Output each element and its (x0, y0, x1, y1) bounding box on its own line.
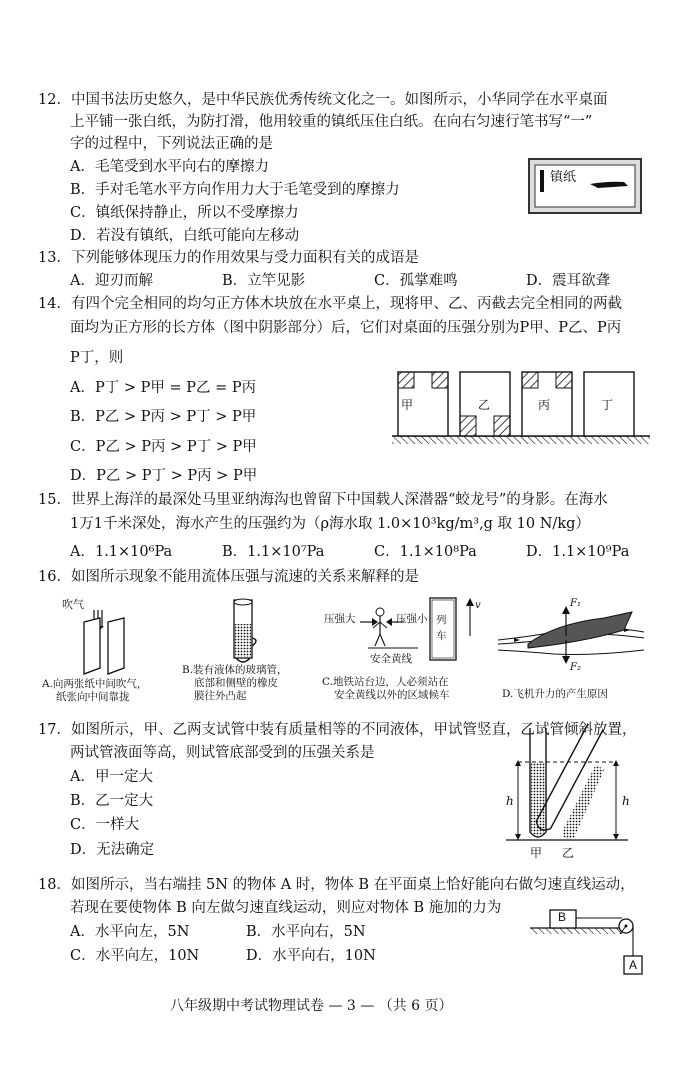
q15-option-a: A．1.1×10⁶Pa (70, 544, 173, 560)
q16-stem: 16．如图所示现象不能用流体压强与流速的关系来解释的是 (38, 569, 419, 585)
q16-c-train-1: 列 (436, 614, 447, 626)
q13-option-b: B．立竿见影 (222, 273, 306, 289)
q14-stem-line2: 面均为正方形的长方体（图中阴影部分）后，它们对桌面的压强分别为P甲、P乙、P丙 (70, 320, 622, 336)
q18-stem-line2: 若现在要使物体 B 向左做匀速直线运动，则应对物体 B 施加的力为 (70, 900, 502, 916)
q18-block-a: A (629, 958, 638, 972)
q16-a-caption-line1: A.向两张纸中间吹气， (42, 678, 148, 690)
q12-zhenzhi-figure (528, 158, 642, 214)
q17-label-yi: 乙 (562, 846, 575, 860)
q15-option-c: C．1.1×10⁸Pa (374, 544, 477, 560)
q17-option-c: C．一样大 (70, 817, 140, 833)
q17-stem-line1: 17．如图所示，甲、乙两支试管中装有质量相等的不同液体，甲试管竖直，乙试管倾斜放置， (38, 722, 637, 738)
q12-stem-line1: 12．中国书法历史悠久，是中华民族优秀传统文化之一。如图所示，小华同学在水平桌面 (38, 92, 608, 108)
q16-a-caption (42, 678, 172, 704)
q18-block-b: B (558, 910, 567, 924)
q17-stem-line2: 两试管液面等高，则试管底部受到的压强关系是 (70, 745, 375, 761)
q14-option-b: B．P乙 > P丙 > P丁 > P甲 (70, 409, 257, 425)
q15-stem-line2: 1万1千米深处，海水产生的压强约为（ρ海水取 1.0×10³kg/m³,g 取 10 N/kg） (70, 516, 590, 532)
q14-block-label-ding: 丁 (601, 398, 614, 412)
q16-b-caption (182, 664, 308, 703)
q16-c-caption-line2: 安全黄线以外的区域候车 (334, 689, 450, 701)
q15-stem-line1: 15．世界上海洋的最深处马里亚纳海沟也曾留下中国载人深潜器“蛟龙号”的身影。在海水 (38, 492, 608, 508)
q12-option-c: C．镇纸保持静止，所以不受摩擦力 (70, 205, 299, 221)
q16-d-f2: F₂ (570, 662, 581, 673)
q16-c-caption-line1: C.地铁站台边，人必须站在 (322, 676, 449, 688)
q13-option-d: D．震耳欲聋 (526, 273, 611, 289)
q18-pulley-figure (528, 904, 652, 980)
q17-option-b: B．乙一定大 (70, 793, 154, 809)
q16-figure-b (180, 596, 308, 708)
q13-stem: 13．下列能够体现压力的作用效果与受力面积有关的成语是 (38, 250, 419, 266)
q16-figure-d (494, 596, 654, 708)
q16-b-caption-line2: 底部和侧壁的橡皮 (194, 677, 278, 689)
q17-option-a: A．甲一定大 (70, 769, 153, 785)
q18-option-c: C．水平向左，10N (70, 948, 200, 964)
q16-b-caption-line1: B.装有液体的玻璃管， (182, 664, 288, 676)
q16-c-train-2: 车 (436, 630, 447, 642)
q14-blocks-figure (388, 368, 656, 452)
q16-d-f1: F₁ (570, 598, 581, 609)
q14-block-label-jia: 甲 (401, 398, 414, 412)
q17-label-jia: 甲 (530, 846, 543, 860)
q17-test-tubes-figure (500, 724, 640, 864)
q13-option-c: C．孤掌难鸣 (374, 273, 458, 289)
q12-option-d: D．若没有镇纸，白纸可能向左移动 (70, 228, 300, 244)
q12-option-a: A．毛笔受到水平向右的摩擦力 (70, 159, 269, 175)
q14-block-label-bing: 丙 (538, 398, 551, 412)
q16-d-caption: D.飞机升力的产生原因 (502, 688, 608, 700)
q18-option-b: B．水平向右，5N (246, 924, 366, 940)
q16-a-blow-label: 吹气 (62, 598, 84, 611)
q16-c-yellow-line: 安全黄线 (370, 653, 412, 665)
q18-option-d: D．水平向右，10N (246, 948, 376, 964)
page-footer: 八年级期中考试物理试卷 — 3 — （共 6 页） (170, 998, 453, 1014)
q17-h-right: h (622, 794, 630, 808)
q16-a-caption-line2: 纸张向中间靠拢 (56, 691, 130, 703)
q12-stem-line2: 上平铺一张白纸，为防打滑，他用较重的镇纸压住白纸。在向右匀速行笔书写“一” (70, 114, 593, 130)
q16-b-caption-line3: 膜往外凸起 (194, 690, 247, 702)
q12-stem-line3: 字的过程中，下列说法正确的是 (70, 136, 273, 152)
q18-option-a: A．水平向左，5N (70, 924, 190, 940)
q16-figure-a (42, 596, 172, 706)
q14-option-d: D．P乙 > P丁 > P丙 > P甲 (70, 468, 258, 484)
q16-c-low-pressure: 压强小 (396, 613, 428, 625)
q14-option-a: A．P丁 > P甲 = P乙 = P丙 (70, 380, 257, 396)
q12-figure-label: 镇纸 (550, 170, 577, 185)
q16-c-high-pressure: 压强大 (324, 613, 356, 625)
q16-c-velocity: v (475, 600, 481, 611)
q12-option-b: B．手对毛笔水平方向作用力大于毛笔受到的摩擦力 (70, 182, 400, 198)
q18-stem-line1: 18．如图所示，当右端挂 5N 的物体 A 时，物体 B 在平面桌上恰好能向右做匀速直线运动， (38, 877, 635, 893)
q16-figure-c (318, 596, 488, 708)
q15-option-b: B．1.1×10⁷Pa (222, 544, 325, 560)
q14-stem-line1: 14．有四个完全相同的均匀正方体木块放在水平桌上，现将甲、乙、丙截去完全相同的两截 (38, 296, 622, 312)
q16-c-caption (322, 676, 488, 702)
q14-option-c: C．P乙 > P丙 > P丁 > P甲 (70, 439, 257, 455)
q15-option-d: D．1.1×10⁹Pa (526, 544, 630, 560)
q14-stem-line3: P丁，则 (70, 350, 124, 366)
q14-block-label-yi: 乙 (478, 398, 491, 412)
q17-option-d: D．无法确定 (70, 842, 155, 858)
q17-h-left: h (506, 794, 514, 808)
q13-option-a: A．迎刃而解 (70, 273, 153, 289)
